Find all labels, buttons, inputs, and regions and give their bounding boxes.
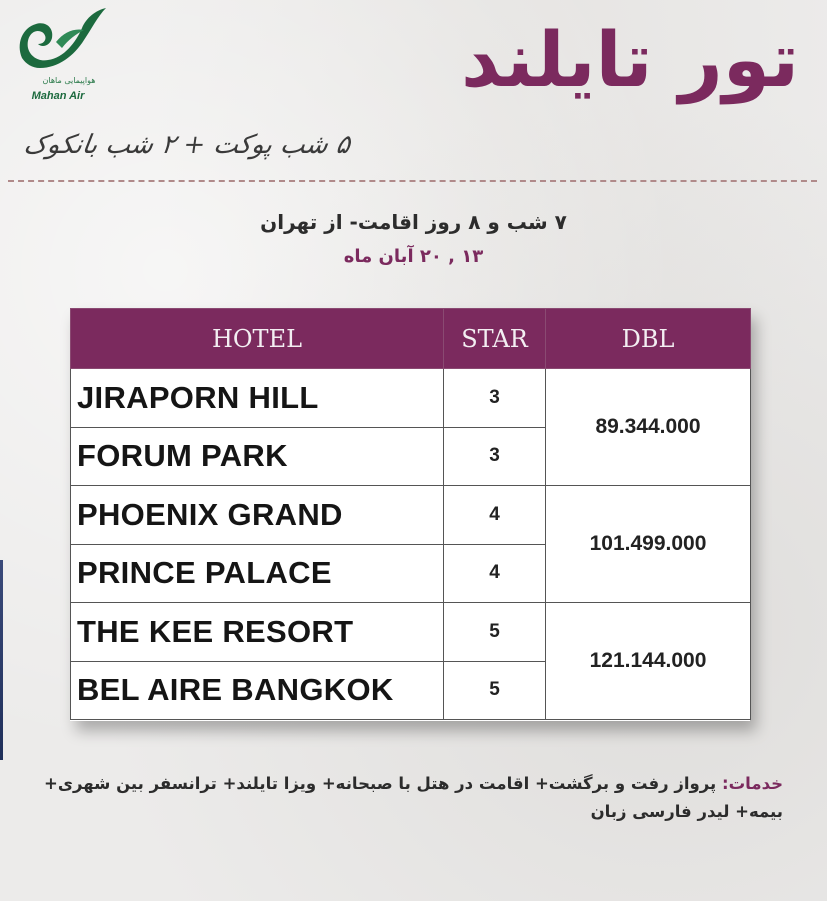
- dbl-price: 89.344.000: [546, 369, 751, 486]
- column-header-dbl: DBL: [546, 309, 751, 369]
- dbl-price: 121.144.000: [546, 603, 751, 720]
- dbl-price: 101.499.000: [546, 486, 751, 603]
- column-header-star: STAR: [444, 309, 546, 369]
- trip-dates: ۱۳ , ۲۰ آبان ماه: [343, 246, 484, 267]
- table-row: [71, 369, 751, 428]
- left-edge-strip: [0, 560, 3, 760]
- hotel-star: 5: [444, 603, 546, 662]
- hotel-name: PHOENIX GRAND: [71, 486, 444, 545]
- hotel-star: 4: [444, 544, 546, 603]
- trip-duration-origin: ۷ شب و ۸ روز اقامت- از تهران: [260, 210, 567, 234]
- table-row: [71, 486, 751, 545]
- hotel-name: PRINCE PALACE: [71, 544, 444, 603]
- hotel-name: THE KEE RESORT: [71, 603, 444, 662]
- logo-english-text: Mahan Air: [31, 90, 85, 102]
- page-title: تور تایلند: [461, 15, 799, 104]
- bird-logo-icon: [12, 6, 108, 74]
- nights-handwritten-subtitle: ۵ شب پوکت + ۲ شب بانکوک: [21, 130, 353, 160]
- hotel-name: FORUM PARK: [71, 427, 444, 486]
- table-header-row: [71, 309, 751, 369]
- table-row: [71, 603, 751, 662]
- hotel-star: 3: [444, 427, 546, 486]
- dashed-divider: [8, 180, 817, 182]
- hotel-star: 4: [444, 486, 546, 545]
- services-note: [36, 770, 783, 826]
- price-table: [70, 308, 751, 720]
- hotel-star: 3: [444, 369, 546, 428]
- column-header-hotel: HOTEL: [71, 309, 444, 369]
- services-label: خدمات:: [721, 774, 783, 793]
- hotel-star: 5: [444, 661, 546, 720]
- hotel-name: JIRAPORN HILL: [71, 369, 444, 428]
- mahan-air-logo: [8, 6, 108, 106]
- services-text: پرواز رفت و برگشت+ اقامت در هتل با صبحانه+ ویزا تایلند+ ترانسفر بین شهری+ بیمه+ لیدر فارسی زبان: [44, 774, 783, 821]
- hotel-name: BEL AIRE BANGKOK: [71, 661, 444, 720]
- logo-persian-text: هواپیمایی ماهان: [42, 76, 96, 85]
- price-table-container: [70, 308, 750, 721]
